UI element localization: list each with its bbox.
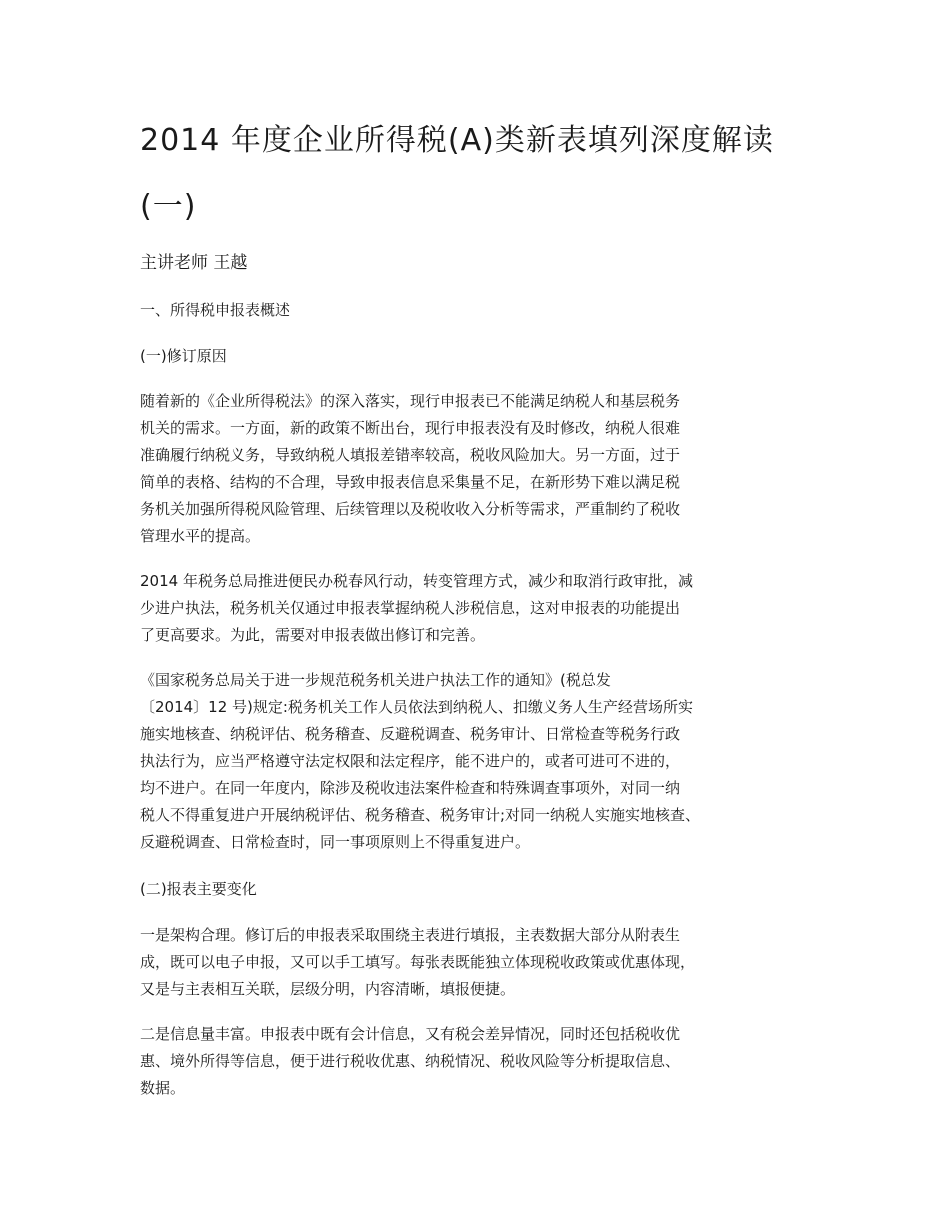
paragraph-line: 〔2014〕12 号)规定:税务机关工作人员依法到纳税人、扣缴义务人生产经营场所实 — [140, 698, 693, 716]
speaker-line: 主讲老师 王越 — [140, 253, 248, 273]
paragraph-line: 反避税调查、日常检查时，同一事项原则上不得重复进户。 — [140, 833, 531, 851]
document-title: 2014 年度企业所得税(A)类新表填列深度解读 — [140, 123, 774, 158]
paragraph-2014-action — [140, 568, 815, 649]
paragraph-line: 数据。 — [140, 1079, 186, 1097]
paragraph-line: 2014 年税务总局推进便民办税春风行动，转变管理方式，减少和取消行政审批，减 — [140, 572, 693, 590]
subsection-heading: (一)修订原因 — [140, 347, 227, 365]
paragraph-line: 成，既可以电子申报，又可以手工填写。每张表既能独立体现税收政策或优惠体现， — [140, 953, 696, 971]
paragraph-line: 《国家税务总局关于进一步规范税务机关进户执法工作的通知》(税总发 — [140, 671, 611, 689]
paragraph-line: 准确履行纳税义务，导致纳税人填报差错率较高，税收风险加大。另一方面，过于 — [140, 446, 681, 464]
document-title-continued: (一) — [140, 189, 197, 224]
paragraph-line: 了更高要求。为此，需要对申报表做出修订和完善。 — [140, 626, 486, 644]
paragraph-line: 随着新的《企业所得税法》的深入落实，现行申报表已不能满足纳税人和基层税务 — [140, 392, 681, 410]
paragraph-line: 二是信息量丰富。申报表中既有会计信息，又有税会差异情况，同时还包括税收优 — [140, 1025, 681, 1043]
paragraph-line: 少进户执法，税务机关仅通过申报表掌握纳税人涉税信息，这对申报表的功能提出 — [140, 599, 681, 617]
paragraph-line: 简单的表格、结构的不合理，导致申报表信息采集量不足，在新形势下难以满足税 — [140, 473, 681, 491]
paragraph-structure — [140, 922, 815, 1003]
paragraph-line: 均不进户。在同一年度内，除涉及税收违法案件检查和特殊调查事项外，对同一纳 — [140, 779, 681, 797]
paragraph-line: 管理水平的提高。 — [140, 527, 261, 545]
paragraph-line: 税人不得重复进户开展纳税评估、税务稽查、税务审计;对同一纳税人实施实地核查、 — [140, 806, 701, 824]
paragraph-line: 惠、境外所得等信息，便于进行税收优惠、纳税情况、税收风险等分析提取信息、 — [140, 1052, 681, 1070]
paragraph-revision-reason — [140, 388, 815, 550]
paragraph-line: 又是与主表相互关联，层级分明，内容清晰，填报便捷。 — [140, 980, 516, 998]
paragraph-line: 机关的需求。一方面，新的政策不断出台，现行申报表没有及时修改，纳税人很难 — [140, 419, 681, 437]
paragraph-line: 务机关加强所得税风险管理、后续管理以及税收收入分析等需求，严重制约了税收 — [140, 500, 681, 518]
paragraph-information — [140, 1021, 815, 1102]
paragraph-line: 施实地核查、纳税评估、税务稽查、反避税调查、税务审计、日常检查等税务行政 — [140, 725, 681, 743]
subsection-heading: (二)报表主要变化 — [140, 880, 257, 898]
section-heading: 一、所得税申报表概述 — [140, 301, 291, 319]
paragraph-notice — [140, 667, 815, 856]
paragraph-line: 执法行为，应当严格遵守法定权限和法定程序，能不进户的，或者可进可不进的， — [140, 752, 681, 770]
paragraph-line: 一是架构合理。修订后的申报表采取围绕主表进行填报，主表数据大部分从附表生 — [140, 926, 681, 944]
